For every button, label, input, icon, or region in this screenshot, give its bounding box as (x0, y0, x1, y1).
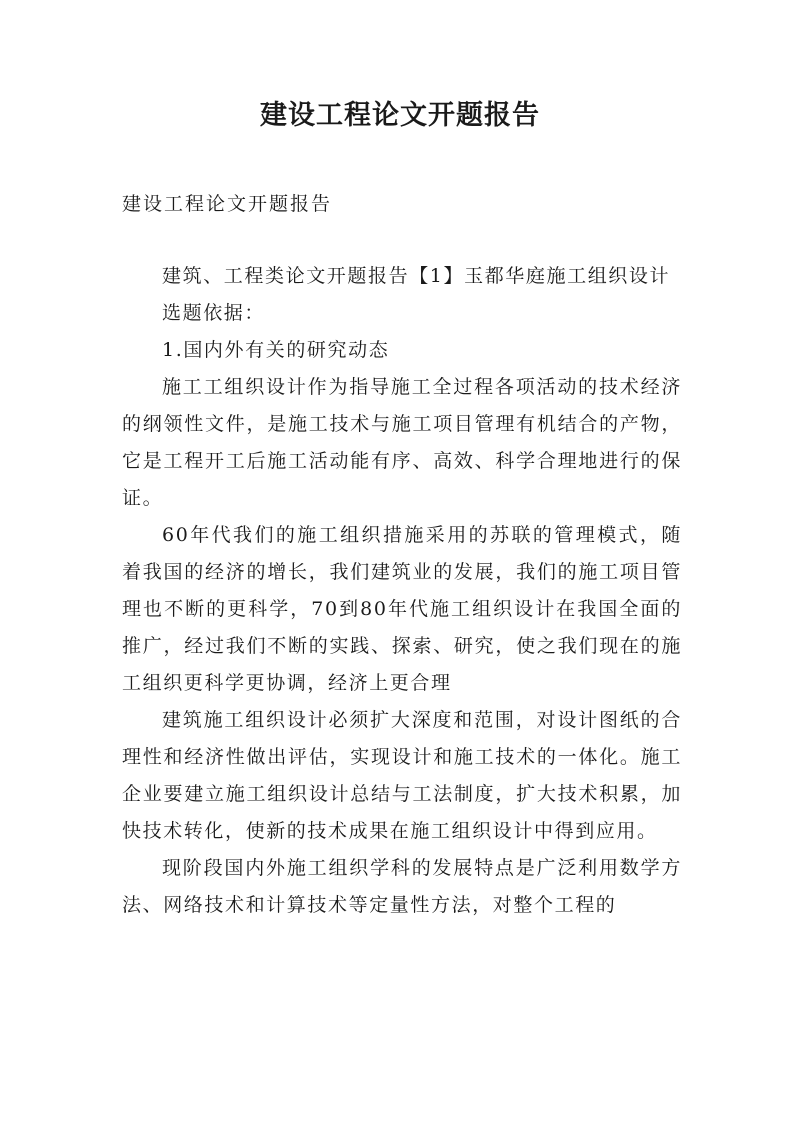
paragraph-body: 现阶段国内外施工组织学科的发展特点是广泛利用数学方法、网络技术和计算技术等定量性方法，对整个工程的 (122, 857, 682, 916)
paragraph-body: 施工工组织设计作为指导施工全过程各项活动的技术经济的纲领性文件，是施工技术与施工项目管理有机结合的产物，它是工程开工后施工活动能有序、高效、科学合理地进行的保证。 (122, 376, 682, 509)
paragraph-basis-label: 选题依据： (162, 302, 266, 324)
document-subtitle: 建设工程论文开题报告 (122, 193, 333, 215)
document-title: 建设工程论文开题报告 (260, 100, 540, 131)
paragraph-project-heading: 建筑、工程类论文开题报告【1】玉都华庭施工组织设计 (162, 265, 671, 287)
paragraph-body: 60年代我们的施工组织措施采用的苏联的管理模式，随着我国的经济的增长，我们建筑业的发展，我们的施工项目管理也不断的更科学，70到80年代施工组织设计在我国全面的推广，经过我们不断的实践、探索、研究，使之我们现在的施工组织更科学更协调，经济上更合理 (122, 524, 682, 694)
document-body (122, 258, 682, 924)
paragraph-body: 建筑施工组织设计必须扩大深度和范围，对设计图纸的合理性和经济性做出评估，实现设计和施工技术的一体化。施工企业要建立施工组织设计总结与工法制度，扩大技术积累，加快技术转化，使新的技术成果在施工组织设计中得到应用。 (122, 709, 682, 842)
paragraph-research-heading: 1.国内外有关的研究动态 (162, 339, 390, 361)
